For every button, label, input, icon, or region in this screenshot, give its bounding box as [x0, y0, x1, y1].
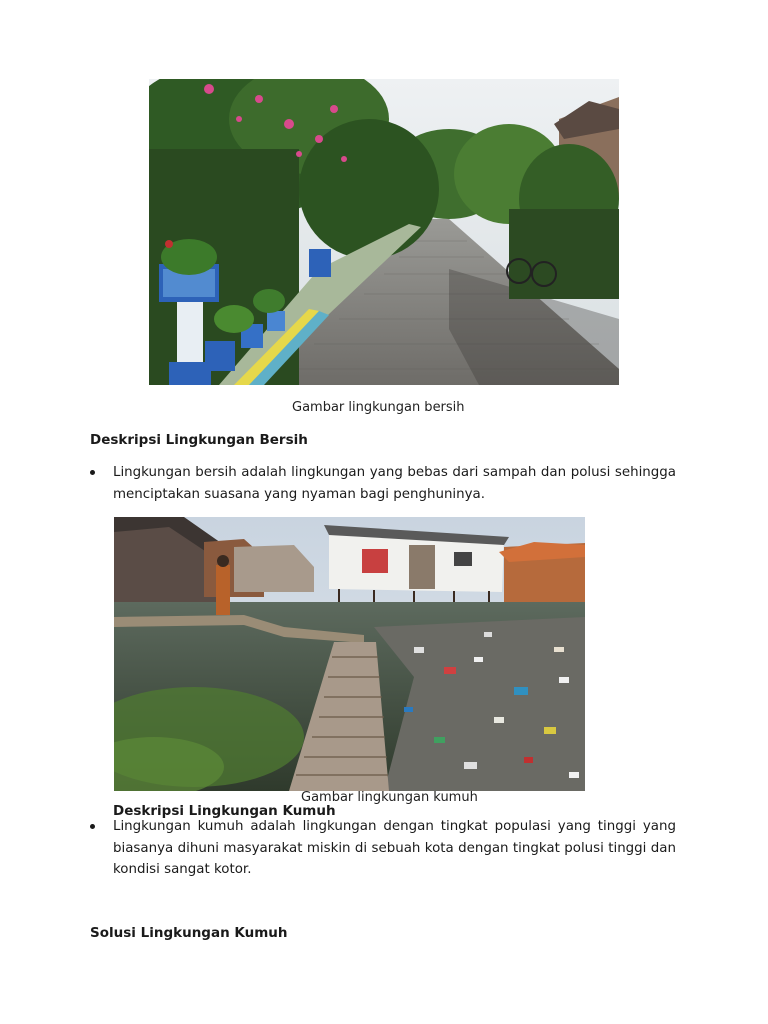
figure-caption-slum: Gambar lingkungan kumuh	[301, 790, 478, 805]
clean-environment-photo	[149, 79, 619, 385]
heading-deskripsi-bersih: Deskripsi Lingkungan Bersih	[90, 432, 308, 448]
figure-caption-clean: Gambar lingkungan bersih	[292, 400, 465, 415]
paragraph-deskripsi-bersih: Lingkungan bersih adalah lingkungan yang bebas dari sampah dan polusi sehingga menciptakan suasana yang nyaman bagi penghuninya.	[113, 465, 676, 502]
bullet-marker	[90, 470, 95, 475]
heading-solusi-kumuh: Solusi Lingkungan Kumuh	[90, 925, 288, 941]
slum-environment-photo	[114, 517, 585, 791]
heading-deskripsi-kumuh: Deskripsi Lingkungan Kumuh	[113, 803, 336, 819]
bullet-marker	[90, 824, 95, 829]
paragraph-deskripsi-kumuh: Lingkungan kumuh adalah lingkungan dengan tingkat populasi yang tinggi yang biasanya dihuni masyarakat miskin di sebuah kota dengan tingkat polusi tinggi dan kondisi sangat kotor.	[113, 819, 676, 877]
